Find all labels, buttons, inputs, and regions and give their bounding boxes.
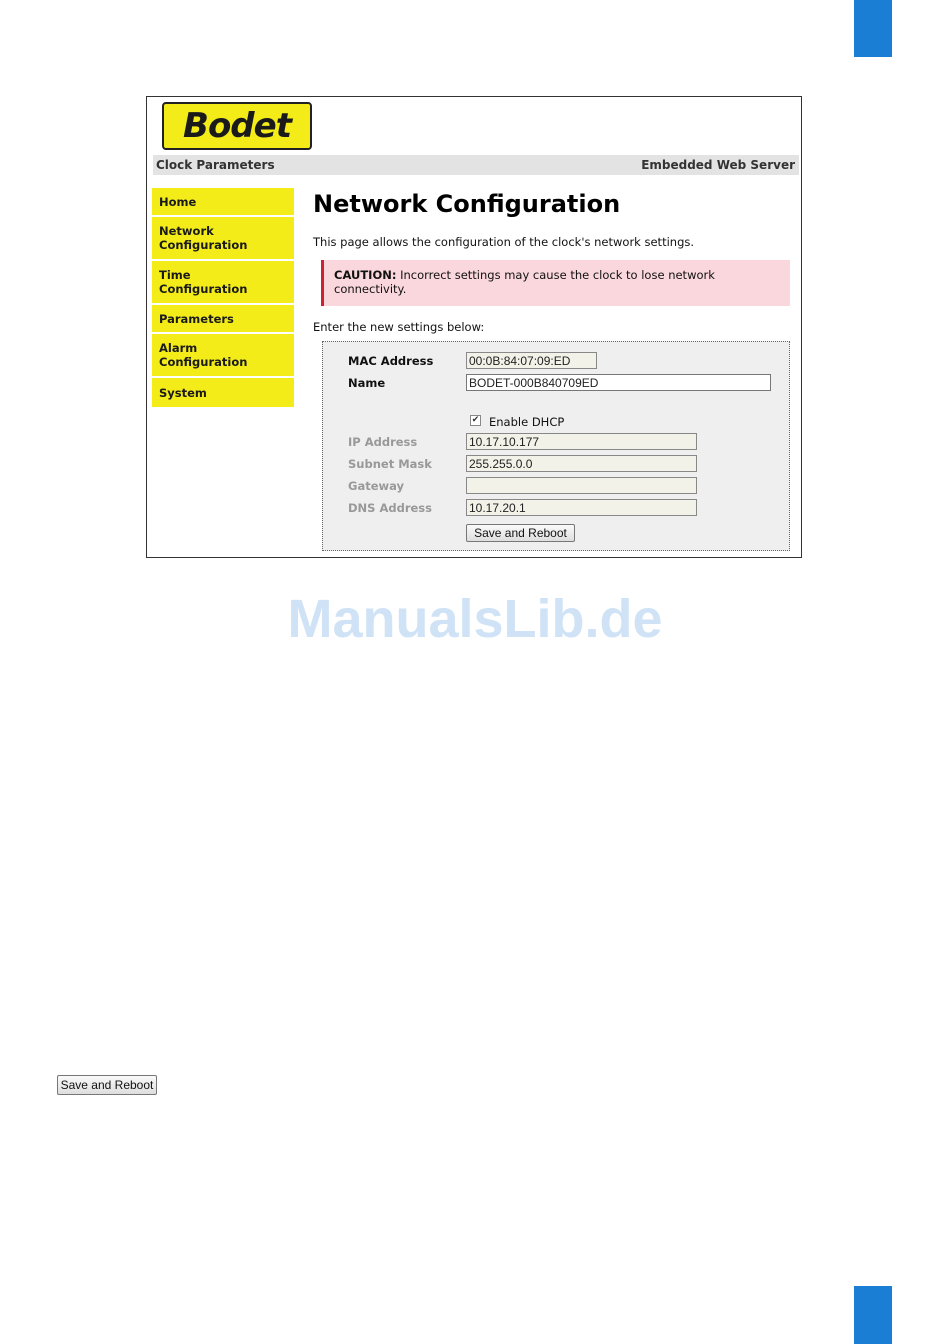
caution-label: CAUTION: (334, 268, 397, 282)
logo-text: Bodet (183, 106, 291, 146)
header-left-title: Clock Parameters (156, 158, 275, 172)
caution-text: Incorrect settings may cause the clock to lose network connectivity. (334, 268, 715, 296)
sidebar-item-network-configuration[interactable]: Network Configuration (152, 217, 294, 259)
bodet-logo (162, 102, 312, 150)
page-title: Network Configuration (313, 190, 621, 218)
standalone-save-and-reboot-button[interactable]: Save and Reboot (57, 1075, 157, 1095)
name-label: Name (348, 376, 386, 390)
main-content (313, 189, 793, 334)
dns-address-label: DNS Address (348, 501, 432, 515)
page-tab-marker-bottom (854, 1286, 892, 1344)
sidebar-item-alarm-configuration[interactable]: Alarm Configuration (152, 334, 294, 376)
ip-address-label: IP Address (348, 435, 418, 449)
enter-settings-text: Enter the new settings below: (313, 320, 485, 334)
header-bar (153, 155, 799, 175)
name-input[interactable]: BODET-000B840709ED (466, 374, 771, 391)
save-and-reboot-button[interactable]: Save and Reboot (466, 524, 575, 542)
mac-address-field: 00:0B:84:07:09:ED (466, 352, 597, 369)
manualslib-watermark: ManualsLib.de (287, 589, 663, 649)
subnet-mask-label: Subnet Mask (348, 457, 432, 471)
sidebar-item-time-configuration[interactable]: Time Configuration (152, 261, 294, 303)
header-right-title: Embedded Web Server (641, 158, 795, 172)
intro-text: This page allows the configuration of the clock's network settings. (313, 235, 695, 249)
dns-address-input[interactable]: 10.17.20.1 (466, 499, 697, 516)
mac-address-label: MAC Address (348, 354, 434, 368)
subnet-mask-input[interactable]: 255.255.0.0 (466, 455, 697, 472)
sidebar-item-parameters[interactable]: Parameters (152, 305, 294, 332)
enable-dhcp-checkbox[interactable]: ✔ (471, 415, 480, 425)
ip-address-input[interactable]: 10.17.10.177 (466, 433, 697, 450)
page-tab-marker (854, 0, 892, 57)
caution-box (321, 260, 790, 306)
network-settings-form (322, 341, 790, 551)
enable-dhcp-label: Enable DHCP (489, 415, 565, 429)
gateway-label: Gateway (348, 479, 405, 493)
sidebar-item-system[interactable]: System (152, 378, 294, 407)
gateway-input[interactable] (466, 477, 697, 494)
sidebar-item-home[interactable]: Home (152, 188, 294, 215)
sidebar-nav (152, 188, 294, 409)
embedded-web-server-screenshot (146, 96, 802, 558)
